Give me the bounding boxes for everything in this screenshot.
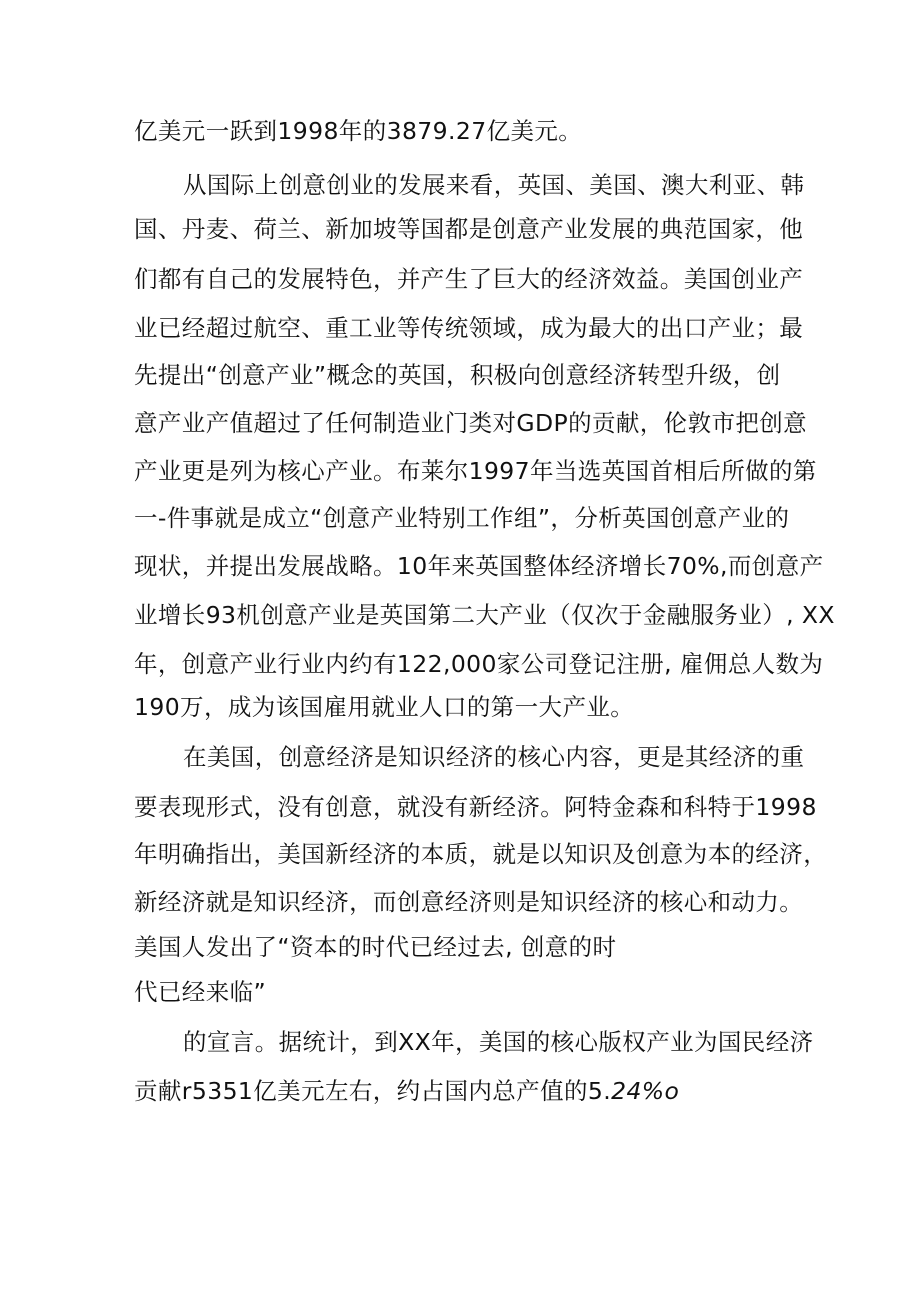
paragraph-1-line-1: 从国际上创意创业的发展来看，英国、美国、澳大利亚、韩 — [183, 171, 805, 199]
paragraph-2-line-2: 要表现形式，没有创意，就没有新经济。阿特金森和科特于1998 — [134, 793, 817, 821]
paragraph-2-line-3: 年明确指出，美国新经济的本质，就是以知识及创意为本的经济， — [134, 840, 828, 868]
percent-value-number: 5. — [587, 1077, 612, 1105]
paragraph-2-line-1: 在美国，创意经济是知识经济的核心内容，更是其经济的重 — [183, 743, 805, 771]
paragraph-1-line-11: 年，创意产业行业内约有122,000家公司登记注册, 雇佣总人数为 — [134, 650, 824, 678]
paragraph-1-line-10: 业增长93机创意产业是英国第二大产业（仅次于金融服务业）, XX — [134, 601, 835, 629]
paragraph-1-line-7: 产业更是列为核心产业。布莱尔1997年当选英国首相后所做的第 — [134, 457, 817, 485]
paragraph-1-line-9: 现状，并提出发展战略。10年来英国整体经济增长70%,而创意产 — [134, 552, 824, 580]
paragraph-3-line-2-text: 贡献r5351亿美元左右，约占国内总产值的 — [134, 1077, 588, 1105]
paragraph-1-line-5: 先提出“创意产业”概念的英国，积极向创意经济转型升级，创 — [134, 361, 781, 389]
paragraph-3-line-1: 的宣言。据统计，到XX年，美国的核心版权产业为国民经济 — [183, 1028, 814, 1056]
paragraph-3-line-2 — [134, 1076, 679, 1106]
paragraph-2-line-4: 新经济就是知识经济，而创意经济则是知识经济的核心和动力。 — [134, 888, 804, 916]
paragraph-2-line-6: 代已经来临” — [134, 978, 267, 1006]
paragraph-1-line-8: 一-件事就是成立“创意产业特别工作组”，分析英国创意产业的 — [134, 504, 790, 532]
paragraph-2-line-5: 美国人发出了“资本的时代已经过去, 创意的时 — [134, 933, 617, 961]
paragraph-1-line-2: 国、丹麦、荷兰、新加坡等国都是创意产业发展的典范国家，他 — [134, 215, 804, 243]
paragraph-1-line-6: 意产业产值超过了任何制造业门类对GDP的贡献，伦敦市把创意 — [134, 409, 808, 437]
percent-value-suffix: 24%o — [611, 1077, 680, 1105]
paragraph-1-line-12: 190万，成为该国雇用就业人口的第一大产业。 — [134, 693, 635, 721]
paragraph-1-line-3: 们都有自己的发展特色，并产生了巨大的经济效益。美国创业产 — [134, 265, 804, 293]
paragraph-0-line-1: 亿美元一跃到1998年的3879.27亿美元。 — [134, 117, 583, 145]
paragraph-1-line-4: 业已经超过航空、重工业等传统领域，成为最大的出口产业；最 — [134, 314, 804, 342]
